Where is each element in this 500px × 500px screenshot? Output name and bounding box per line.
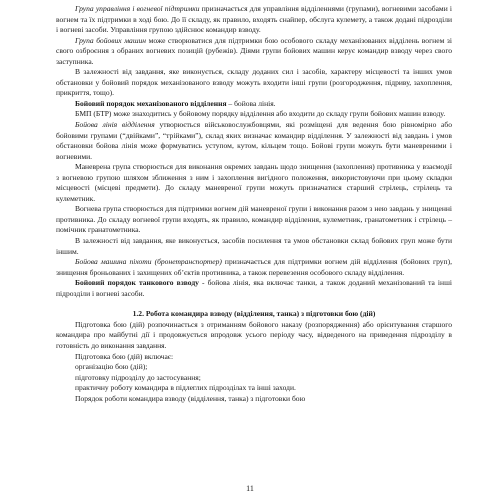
paragraph-fire-group: [56, 204, 452, 236]
term-combat-line: Бойова лінія відділення: [75, 120, 155, 130]
paragraph-text: Маневрена група створюється для виконання окремих завдань щодо знищення (захоплення) противника у взаємодії з вогневою групою шляхом зближення з ним і захоплення вигідного положення, використовуючи при цьому складки місцевості (місцеві предмети). До складу маневреної групи можуть призначатися старший стрілець, стрілець та кулеметник.: [56, 162, 452, 203]
paragraph-text: може створюватися для підтримки бою особового складу механізованих відділень вогнем зі свого озброєння з обраних вогневих позицій (рубежів). Діями групи бойових машин керує командир взводу через свого заступника.: [56, 35, 453, 66]
paragraph-text: призначається для управління відділеннями (групами), вогневими засобами і вогнем та їх підтримки в ході бою. До її складу, як правило, входять снайпер, обслуга кулемету, а також додані підрозділи і вогневі засоби. Управління групою здійснює командир взводу.: [56, 4, 452, 35]
paragraph-ifv: [56, 257, 452, 278]
list-item: практичну роботу командира в підлеглих підрозділах та інші заходи.: [75, 383, 296, 393]
term-ifv: Бойова машина піхоти (бронетранспортер): [75, 257, 222, 267]
paragraph-preparation: Підготовка бою (дій) розпочинається з отриманням бойового наказу (розпорядження) або орієнтування старшого командира про майбутні дії і продовжується впродовж усього періоду часу, відведеного на приведення підрозділу в готовність до виконання завдання.: [56, 319, 452, 350]
paragraph-composition: [56, 236, 452, 257]
section-heading: 1.2. Робота командира взводу (відділення, танка) з підготовки бою (дій): [132, 309, 376, 319]
paragraph-text: призначається для підтримки вогнем дій відділення (бойових груп), знищення броньованих і захищених об’єктів противника, а також перевезення особового складу відділення.: [56, 257, 452, 277]
paragraph-order: Порядок роботи командира взводу (відділення, танка) з підготовки бою: [75, 393, 306, 403]
paragraph-maneuver-group: [56, 162, 452, 204]
paragraph-other-groups: [56, 67, 452, 99]
paragraph-text: В залежності від завдання, яке виконується, складу доданих сил і засобів, характеру місцевості та інших умов обстановки у бойовий порядок механізованого взводу можуть входити інші групи (розгородження, підриву, захоплення, прикриття, тощо).: [56, 67, 452, 98]
paragraph-vehicle-group: [56, 36, 452, 68]
term-tank-platoon: Бойовий порядок танкового взводу: [75, 278, 199, 288]
term-vehicle-group: Група бойових машин: [75, 35, 147, 45]
page-content: [56, 4, 452, 404]
paragraph-includes: Підготовка бою (дій) включає:: [75, 351, 174, 361]
paragraph-text: Вогнева група створюється для підтримки вогнем дій маневреної групи і виконання разом з нею завдань у знищенні противника. До складу вогневої групи входять, як правило, командир відділення, кулеметник, гранатометник і стрілець – помічник гранатометника.: [56, 204, 452, 235]
paragraph-text: утворюється військовослужбовцями, які розміщені для ведення бою рівномірно або бойовими групами (“двійками”, “трійками”), склад яких визначає командир відділення. У залежності від завдань і умов обстановки бойова лінія може формуватись уступом, кутом, кільцем тощо. Бойові групи можуть бути маневреними і вогневими.: [56, 120, 452, 161]
paragraph-squad-order: [56, 99, 452, 110]
paragraph-ifv-position: [56, 109, 452, 120]
list-item: організацію бою (дій);: [75, 362, 148, 372]
term-control-group: Група управління і вогневої підтримки: [75, 4, 200, 13]
paragraph-text: БМП (БТР) може знаходитись у бойовому порядку відділення або входити до складу групи бойових машин взводу.: [75, 109, 446, 119]
paragraph-combat-line: [56, 120, 452, 162]
paragraph-control-group: [56, 4, 452, 36]
paragraph-text: В залежності від завдання, яке виконується, засобів посилення та умов обстановки склад бойових груп може бути іншим.: [56, 236, 452, 256]
term-squad-order: Бойовий порядок механізованого відділення: [75, 98, 227, 108]
paragraph-text: - бойова лінія, яка включає танки, а також доданий механізований та інші підрозділи і вогневі засоби.: [56, 278, 452, 298]
paragraph-tank-platoon: [56, 278, 452, 299]
list-item: підготовку підрозділу до застосування;: [75, 372, 201, 382]
paragraph-text: – бойова лінія.: [226, 98, 276, 108]
page-number: 11: [246, 484, 254, 493]
